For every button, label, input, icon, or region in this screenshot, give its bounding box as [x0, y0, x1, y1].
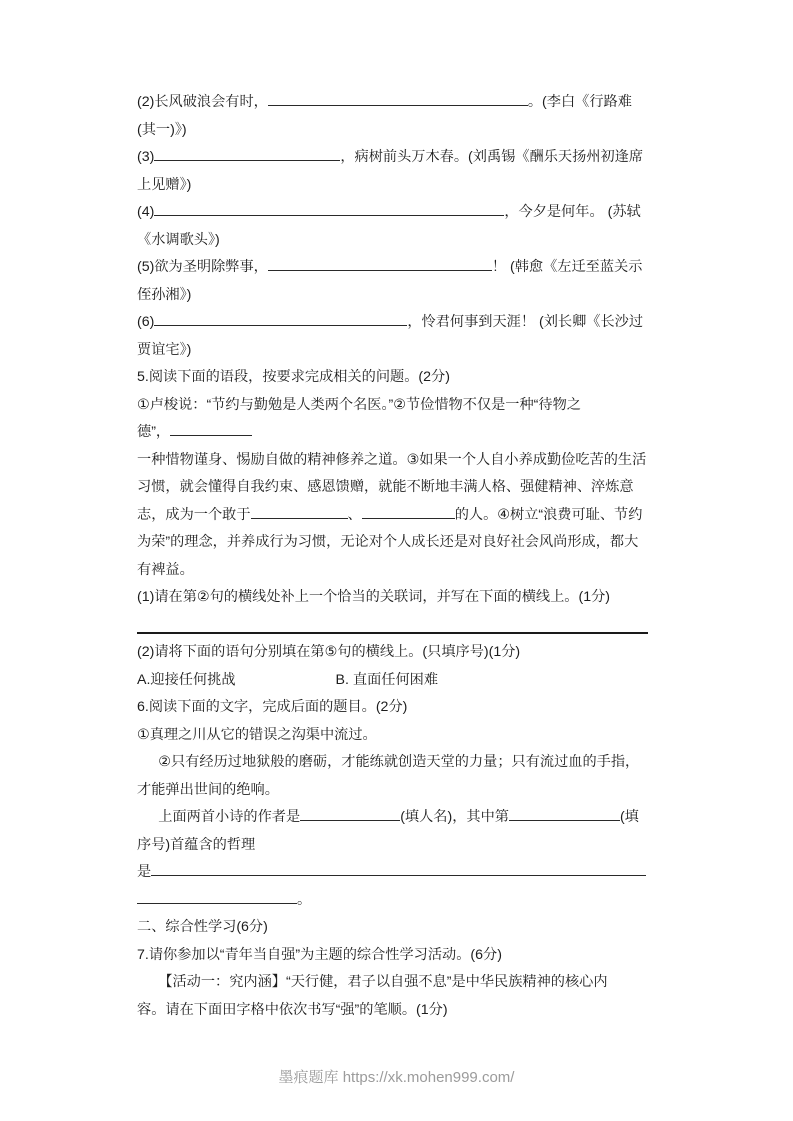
line-text: 一种惜物谨身、惕励自做的精神修养之道。③如果一个人自小养成勤俭吃苦的生活 [137, 451, 647, 468]
answer-blank [251, 505, 348, 519]
line-text: 是 [137, 864, 152, 880]
exam-body [137, 89, 648, 1024]
text-line [137, 859, 648, 887]
line-text: (2)请将下面的语句分别填在第⑤句的横线上。(只填序号)(1分) [137, 644, 521, 660]
text-line [137, 254, 648, 282]
answer-blank [154, 202, 504, 216]
text-line [137, 887, 648, 915]
text-line [137, 969, 648, 997]
line-text: ，怜君何事到天涯！ (刘长卿《长沙过 [407, 314, 644, 330]
text-line [137, 667, 648, 695]
answer-blank [268, 257, 492, 271]
text-line [137, 639, 648, 667]
line-text: 志，成为一个敢于 [137, 506, 251, 523]
line-text: 【活动一：究内涵】“天行健，君子以自强不息”是中华民族精神的核心内 [158, 974, 608, 990]
answer-blank [362, 505, 455, 519]
answer-blank [170, 422, 252, 436]
text-line [137, 117, 648, 145]
text-line [137, 144, 648, 172]
line-text: (2)长风破浪会有时， [137, 94, 268, 110]
text-line [137, 584, 648, 612]
line-text: 侄孙湘》) [137, 286, 192, 303]
line-text: 序号)首蕴含的哲理 [137, 836, 256, 853]
line-text: 《水调歌头》) [137, 231, 220, 248]
line-text: B. 直面任何困难 [335, 671, 439, 688]
text-line [137, 914, 648, 942]
line-text: ，今夕是何年。 (苏轼 [504, 204, 641, 220]
text-line [137, 199, 648, 227]
answer-blank [151, 862, 646, 876]
line-text: 容。请在下面田字格中依次书写“强”的笔顺。(1分) [137, 1001, 448, 1018]
line-text: A.迎接任何挑战 [137, 671, 236, 688]
line-text: ①卢梭说：“节约与勤勉是人类两个名医。”②节俭惜物不仅是一种“待物之 [137, 396, 581, 413]
line-text: 上见赠》) [137, 176, 192, 193]
line-text: ②只有经历过地狱般的磨砺，才能练就创造天堂的力量；只有流过血的手指， [158, 754, 640, 770]
line-text: 7.请你参加以“青年当自强”为主题的综合性学习活动。(6分) [137, 946, 502, 963]
answer-rule-row [137, 612, 648, 640]
answer-blank [300, 807, 400, 821]
text-line [137, 722, 648, 750]
answer-blank [268, 92, 528, 106]
line-text: 贾谊宅》) [137, 341, 192, 358]
text-line [137, 364, 648, 392]
watermark-footer [0, 1066, 793, 1090]
answer-blank [137, 890, 297, 904]
answer-blank [154, 147, 340, 161]
text-line [137, 942, 648, 970]
line-text: 二、综合性学习(6分) [137, 919, 268, 935]
text-line [137, 557, 648, 585]
text-line [137, 447, 648, 475]
line-text: (5)欲为圣明除弊事， [137, 259, 268, 275]
text-line [137, 777, 648, 805]
line-text: (4) [137, 204, 155, 220]
text-line [137, 804, 648, 832]
text-line [137, 309, 648, 337]
text-line [137, 282, 648, 310]
text-line [137, 474, 648, 502]
answer-blank [154, 312, 407, 326]
line-text: ！ (韩愈《左迁至蓝关示 [491, 259, 643, 275]
line-text: ，病树前头万木春。(刘禹锡《酬乐天扬州初逢席 [340, 149, 644, 165]
text-line [137, 694, 648, 722]
text-line [137, 529, 648, 557]
text-line [137, 89, 648, 117]
text-line [137, 337, 648, 365]
text-line [137, 997, 648, 1025]
line-text: 5.阅读下面的语段，按要求完成相关的问题。(2分) [137, 369, 450, 385]
line-text: 德”， [137, 424, 171, 440]
line-text: 的人。④树立“浪费可耻、节约 [454, 506, 643, 523]
text-line [137, 392, 648, 420]
line-text: 习惯，就会懂得自我约束、感恩馈赠，就能不断地丰满人格、强健精神、淬炼意 [137, 479, 634, 495]
line-text: 、 [347, 506, 362, 523]
text-line [137, 502, 648, 530]
text-line [137, 419, 648, 447]
spacer [236, 683, 336, 684]
line-text: 。 [297, 891, 312, 908]
line-text: 。(李白《行路难 [527, 94, 632, 110]
text-line [137, 749, 648, 777]
line-text: ①真理之川从它的错误之沟渠中流过。 [137, 726, 377, 743]
line-text: (6) [137, 314, 155, 330]
line-text: 上面两首小诗的作者是 [158, 809, 301, 825]
text-line [137, 172, 648, 200]
line-text: 有裨益。 [137, 561, 194, 578]
text-line [137, 832, 648, 860]
watermark-text: 墨痕题库 https://xk.mohen999.com/ [278, 1069, 515, 1086]
answer-writing-line [137, 612, 648, 634]
line-text: (其一)》) [137, 121, 187, 138]
line-text: (填人名)，其中第 [400, 809, 509, 825]
line-text: 才能弹出世间的绝响。 [137, 781, 279, 798]
line-text: 6.阅读下面的文字，完成后面的题目。(2分) [137, 699, 408, 715]
line-text: 为荣”的理念，并养成行为习惯，无论对个人成长还是对良好社会风尚形成，都大 [137, 534, 639, 550]
line-text: (3) [137, 149, 155, 165]
answer-blank [509, 807, 620, 821]
line-text: (填 [619, 809, 639, 825]
text-line [137, 227, 648, 255]
line-text: (1)请在第②句的横线处补上一个恰当的关联词，并写在下面的横线上。(1分) [137, 589, 611, 605]
